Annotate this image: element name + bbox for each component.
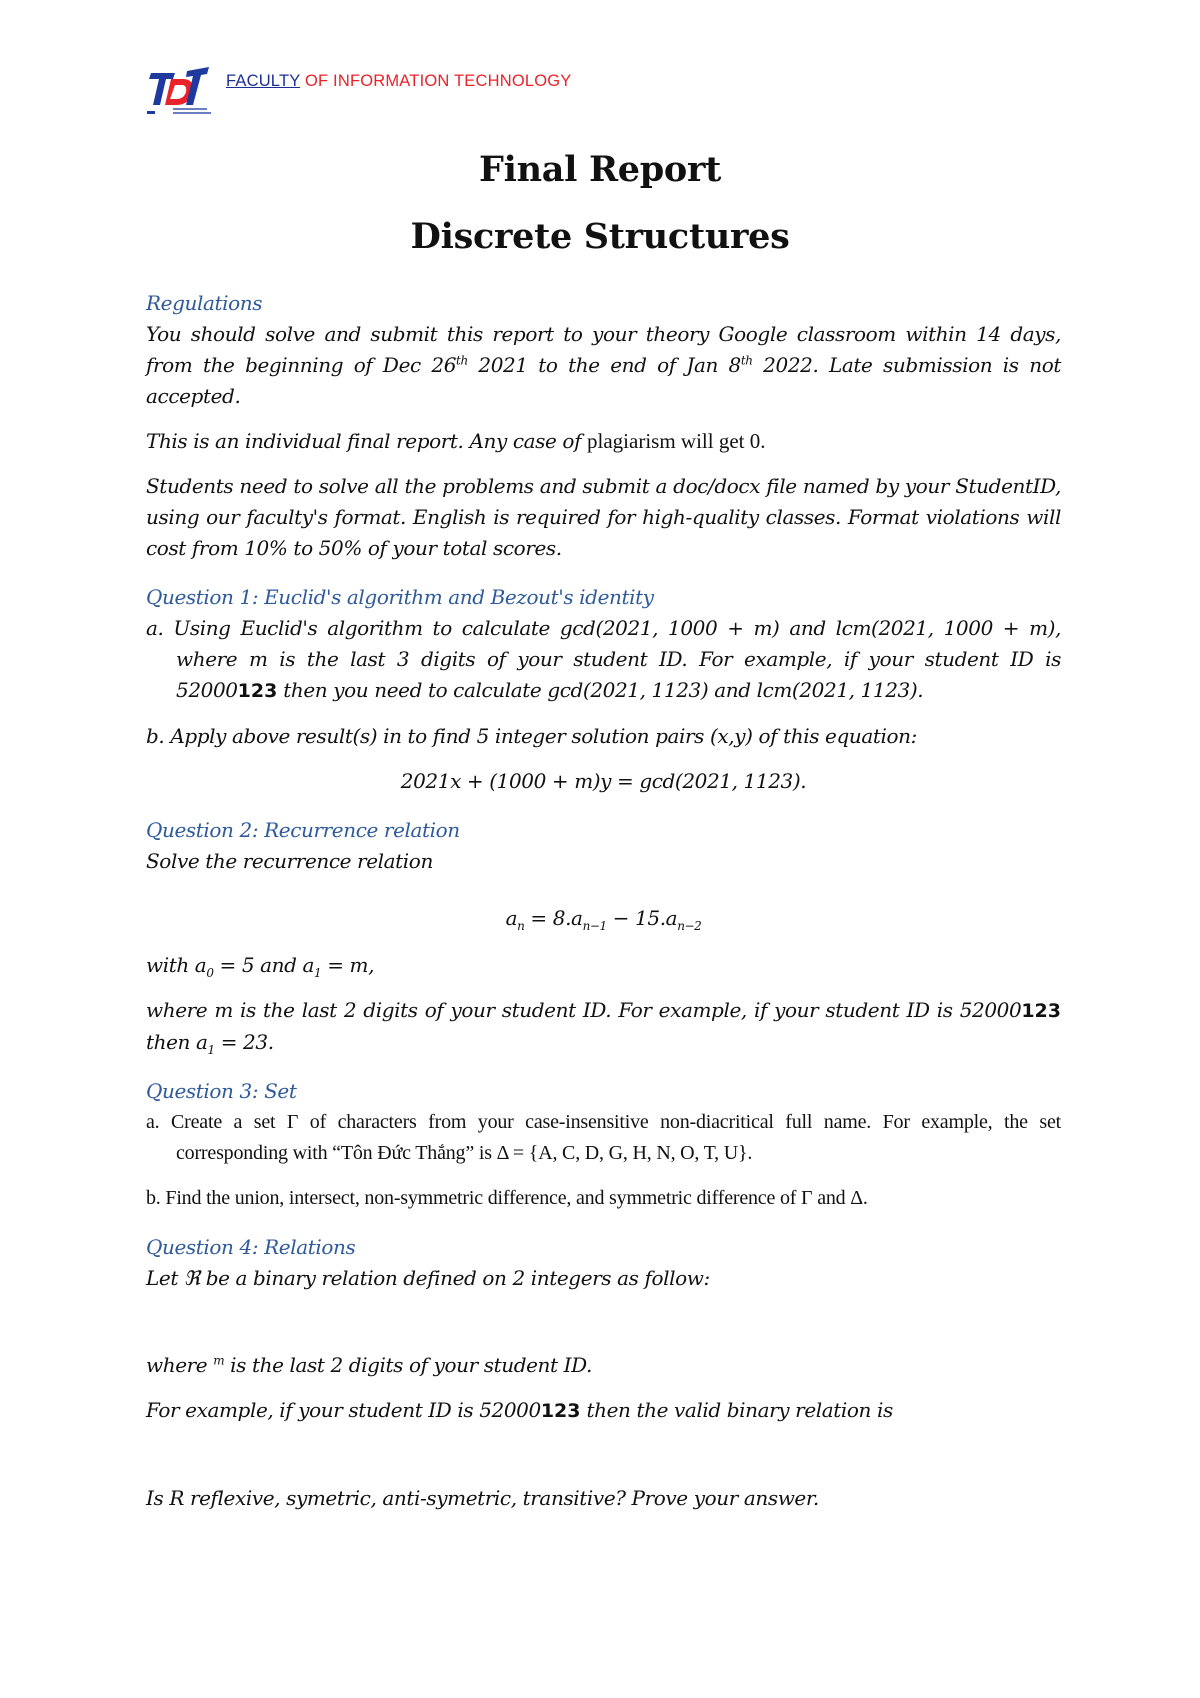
regulations-paragraph-3: Students need to solve all the problems and submit a doc/docx file named by your StudentID, using our faculty's format. English is required for high-quality classes. Format violations will cost from 10% to 50% of your total scores. (146, 474, 1061, 560)
faculty-name-rest: OF INFORMATION TECHNOLOGY (300, 72, 572, 90)
question-3-part-b: b. Find the union, intersect, non-symmetric difference, and symmetric difference of Γ and Δ. (146, 1187, 868, 1209)
regulations-paragraph-1: You should solve and submit this report to your theory Google classroom within 14 days, from the beginning of Dec 26th 2021 to the end of Jan 8th 2022. Late submission is not accepted. (146, 322, 1061, 408)
question-4-closing: Is R reflexive, symetric, anti-symetric, transitive? Prove your answer. (146, 1486, 819, 1510)
university-logo (143, 67, 225, 125)
question-2-heading: Question 2: Recurrence relation (146, 818, 460, 842)
question-4-example: For example, if your student ID is 52000123 then the valid binary relation is (146, 1398, 893, 1422)
question-2-intro: Solve the recurrence relation (146, 849, 433, 873)
faculty-header (226, 72, 572, 91)
document-body (146, 288, 1061, 1514)
question-4-intro: Let ℜ be a binary relation defined on 2 integers as follow: (146, 1266, 710, 1290)
question-1-part-b: b. Apply above result(s) in to find 5 integer solution pairs (x,y) of this equation: (146, 724, 917, 748)
question-2-initial-conditions: with $a_0 = 5$ and $a_1 = m$, (146, 953, 375, 980)
question-1-equation: 2021x + (1000 + m)y = gcd(2021, 1123). (400, 769, 807, 793)
relation-formula-placeholder (146, 1294, 1061, 1350)
question-3-part-a: a. Create a set Γ of characters from your case-insensitive non-diacritical full name. For example, the set corresponding with “Tôn Đức Thắng” is Δ = {A, C, D, G, H, N, O, T, U}. (146, 1111, 1061, 1164)
example-relation-placeholder (146, 1427, 1061, 1483)
question-2-recurrence: $a_n = 8.a_{n-1} - 15.a_{n-2}$ (505, 906, 702, 933)
question-1-part-a: a. Using Euclid's algorithm to calculate gcd(2021, 1000 + m) and lcm(2021, 1000 + m), where m is the last 3 digits of your student ID. For example, if your student ID is 52000123 then you need to calculate gcd(2021, 1123) and lcm(2021, 1123). (146, 616, 1061, 702)
question-2-note: where m is the last 2 digits of your student ID. For example, if your student ID is 52000123 then $a_1 = 23$. (146, 998, 1061, 1057)
faculty-underlined: FACULTY (226, 72, 301, 90)
report-title: Final Report (479, 149, 721, 190)
question-4-where: where $^m$ is the last 2 digits of your student ID. (146, 1353, 593, 1377)
question-1-heading: Question 1: Euclid's algorithm and Bezout's identity (146, 585, 654, 609)
regulations-paragraph-2: This is an individual final report. Any case of plagiarism will get 0. (146, 429, 766, 453)
course-title: Discrete Structures (410, 216, 790, 257)
regulations-heading: Regulations (146, 291, 263, 315)
question-3-heading: Question 3: Set (146, 1079, 297, 1103)
question-4-heading: Question 4: Relations (146, 1235, 356, 1259)
